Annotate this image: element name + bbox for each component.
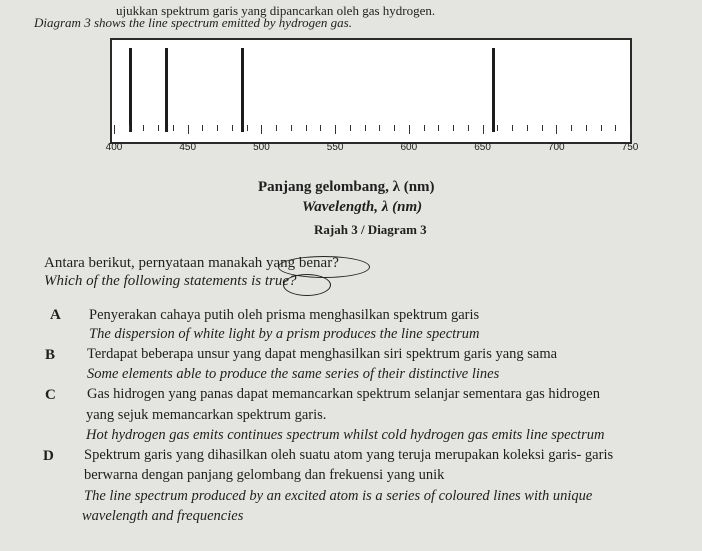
pen-circle-mark xyxy=(283,274,331,296)
axis-tick xyxy=(188,125,189,134)
pen-circle-mark xyxy=(278,256,370,278)
axis-tick xyxy=(232,125,233,131)
option-c-text-ms-1: Gas hidrogen yang panas dapat memancarkan spektrum selanjar sementara gas hidrogen xyxy=(87,386,600,402)
axis-tick xyxy=(276,125,277,131)
axis-tick xyxy=(438,125,439,131)
axis-tick xyxy=(615,125,616,131)
axis-tick xyxy=(129,125,130,131)
axis-tick xyxy=(320,125,321,131)
axis-tick xyxy=(542,125,543,131)
option-c-text-en: Hot hydrogen gas emits continues spectrum whilst cold hydrogen gas emits line spectrum xyxy=(86,427,605,443)
axis-tick xyxy=(409,125,410,134)
axis-tick xyxy=(261,125,262,134)
axis-tick xyxy=(630,125,631,134)
axis-tick xyxy=(556,125,557,134)
axis-tick xyxy=(158,125,159,131)
spectral-line xyxy=(129,48,132,132)
question-ms: Antara berikut, pernyataan manakah yang benar? xyxy=(44,255,339,271)
axis-tick xyxy=(306,125,307,131)
wavelength-axis xyxy=(105,125,648,155)
axis-tick xyxy=(468,125,469,131)
axis-tick-label: 650 xyxy=(474,142,491,153)
question-en: Which of the following statements is true? xyxy=(44,273,297,289)
axis-tick-label: 700 xyxy=(547,142,565,153)
axis-tick xyxy=(217,125,218,131)
axis-tick-label: 550 xyxy=(326,142,344,153)
axis-tick xyxy=(247,125,248,131)
axis-tick-label: 750 xyxy=(621,142,639,153)
option-d-text-en-2: wavelength and frequencies xyxy=(82,508,244,524)
axis-tick xyxy=(571,125,572,131)
header-line-ms: ujukkan spektrum garis yang dipancarkan oleh gas hydrogen. xyxy=(116,3,436,18)
axis-label-en: Wavelength, λ (nm) xyxy=(302,199,423,215)
axis-tick-label: 500 xyxy=(253,142,270,153)
axis-tick xyxy=(512,125,513,131)
axis-tick xyxy=(527,125,528,131)
axis-tick xyxy=(335,125,336,134)
axis-tick xyxy=(202,125,203,131)
spectral-line xyxy=(492,48,495,132)
axis-tick xyxy=(497,125,498,131)
option-a-letter[interactable]: A xyxy=(50,307,61,323)
axis-label-ms: Panjang gelombang, λ (nm) xyxy=(258,179,435,195)
axis-tick xyxy=(394,125,395,131)
option-d-text-ms-1: Spektrum garis yang dihasilkan oleh suatu atom yang teruja merupakan koleksi garis- garis xyxy=(84,447,614,463)
option-b-text-en: Some elements able to produce the same series of their distinctive lines xyxy=(87,366,500,382)
axis-tick xyxy=(365,125,366,131)
option-d-text-ms-2: berwarna dengan panjang gelombang dan frekuensi yang unik xyxy=(84,467,445,483)
axis-tick xyxy=(114,125,115,134)
axis-tick xyxy=(453,125,454,131)
axis-tick xyxy=(483,125,484,134)
axis-tick xyxy=(173,125,174,131)
option-c-letter[interactable]: C xyxy=(45,387,56,403)
axis-tick xyxy=(586,125,587,131)
option-c-text-ms-2: yang sejuk memancarkan spektrum garis. xyxy=(86,407,327,423)
spectral-line xyxy=(165,48,168,132)
option-d-letter[interactable]: D xyxy=(43,448,54,464)
option-a-text-en: The dispersion of white light by a prism produces the line spectrum xyxy=(89,326,480,342)
axis-tick-label: 450 xyxy=(179,142,197,153)
axis-tick-label: 400 xyxy=(105,142,123,153)
option-d-text-en-1: The line spectrum produced by an excited atom is a series of coloured lines with unique xyxy=(84,488,593,504)
axis-tick-label: 600 xyxy=(400,142,418,153)
option-a-text-ms: Penyerakan cahaya putih oleh prisma menghasilkan spektrum garis xyxy=(89,307,480,323)
option-b-letter[interactable]: B xyxy=(45,347,56,363)
axis-tick xyxy=(601,125,602,131)
header-line-en: Diagram 3 shows the line spectrum emitted by hydrogen gas. xyxy=(34,15,352,30)
axis-tick xyxy=(350,125,351,131)
axis-tick xyxy=(379,125,380,131)
option-b-text-ms: Terdapat beberapa unsur yang dapat menghasilkan siri spektrum garis yang sama xyxy=(87,346,558,362)
axis-tick xyxy=(143,125,144,131)
axis-tick xyxy=(291,125,292,131)
spectral-line xyxy=(241,48,244,132)
axis-tick xyxy=(424,125,425,131)
diagram-caption: Rajah 3 / Diagram 3 xyxy=(314,222,427,237)
